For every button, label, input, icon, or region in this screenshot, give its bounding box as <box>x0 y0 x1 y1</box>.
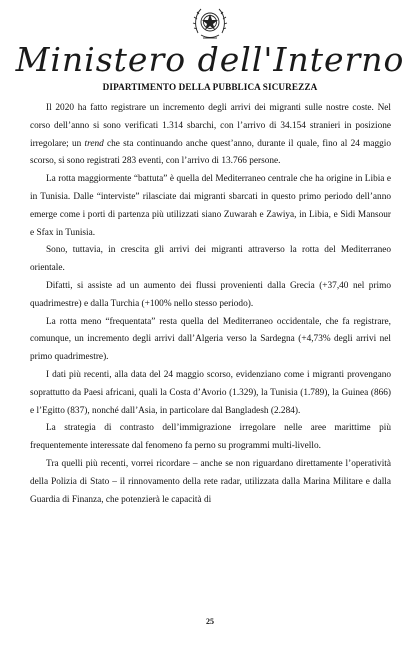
paragraph-5: La rotta meno “frequentata” resta quella del Mediterraneo occidentale, che fa registrare, comunque, un incremento degli arrivi dall’Algeria verso la Sardegna (+4,73% degli arrivi nel primo quadrimestre). <box>30 316 391 363</box>
paragraph-2: La rotta maggiormente “battuta” è quella del Mediterraneo centrale che ha origine in Libia e in Tunisia. Dalle “interviste” rilasciate dai migranti sbarcati in questo primo periodo dell’anno emerge come i porti di partenza più utilizzati siano Zuwarah e Zawiya, in Libia, e Sidi Mansour e Sfax in Tunisia. <box>30 174 391 238</box>
body-text <box>30 100 391 509</box>
page-number: 25 <box>206 617 214 626</box>
paragraph-1: Il 2020 ha fatto registrare un incremento degli arrivi dei migranti sulle nostre coste. Nel corso dell’anno si sono verificati 1.314 sbarchi, con l’arrivo di 34.154 stranieri in posizione irregolare; un trend che sta continuando anche quest’anno, durante il quale, fino al 24 maggio scorso, si sono registrati 283 eventi, con l’arrivo di 13.766 persone. <box>30 103 391 167</box>
department-heading: DIPARTIMENTO DELLA PUBBLICA SICUREZZA <box>102 82 318 92</box>
paragraph-7: La strategia di contrasto dell’immigrazione irregolare nelle aree marittime più frequentemente interessate dal fenomeno fa perno su programmi multi-livello. <box>30 423 391 452</box>
italian-republic-emblem-icon <box>191 3 229 43</box>
paragraph-4: Difatti, si assiste ad un aumento dei flussi provenienti dalla Grecia (+37,40 nel primo quadrimestre) e dalla Turchia (+100% nello stesso periodo). <box>30 280 391 309</box>
paragraph-8: Tra quelli più recenti, vorrei ricordare – anche se non riguardano direttamente l’operatività della Polizia di Stato – il rinnovamento della rete radar, utilizzata dalla Marina Militare e dalla Guardia di Finanza, che potenzierà le capacità di <box>30 458 391 505</box>
paragraph-3: Sono, tuttavia, in crescita gli arrivi dei migranti attraverso la rotta del Mediterraneo orientale. <box>30 245 391 274</box>
emphasis-trend: trend <box>84 138 104 149</box>
ministry-title: Ministero dell'Interno <box>15 40 405 79</box>
paragraph-6: I dati più recenti, alla data del 24 maggio scorso, evidenziano come i migranti provengano soprattutto da Paesi africani, quali la Costa d’Avorio (1.329), la Tunisia (1.789), la Guinea (866) e l’Egitto (837), nonché dall’Asia, in particolare dal Bangladesh (2.284). <box>30 369 391 416</box>
